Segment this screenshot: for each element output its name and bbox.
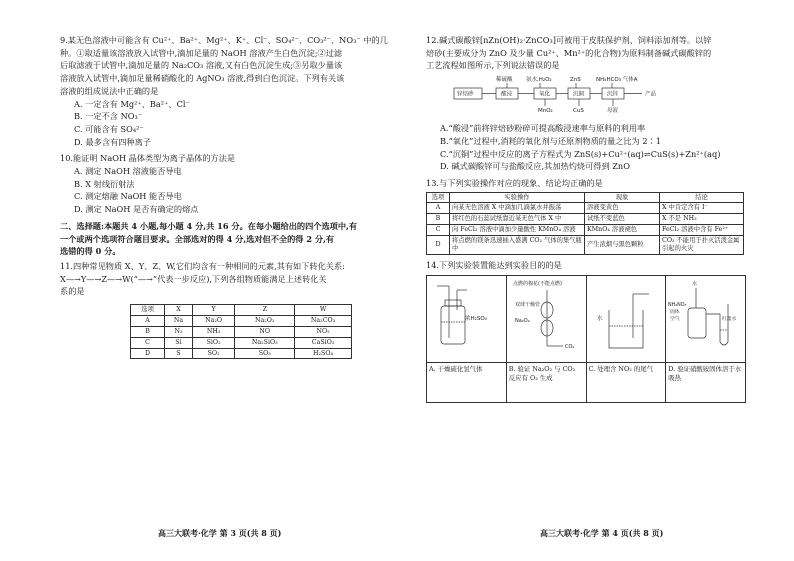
table-row	[131, 326, 352, 337]
flow-step-4: 沉锌	[607, 91, 619, 98]
gas-wash-bottle-diagram	[427, 276, 505, 362]
section-line-2: 一个或两个选项符合题目要求。全部选对的得 4 分,选对但不全的得 2 分,有	[60, 233, 335, 244]
q13-stem: 13.与下列实验操作对应的现象、结论均正确的是	[426, 177, 603, 188]
question-9	[60, 34, 410, 148]
q10-option-a: A. 测定 NaOH 溶液能否导电	[74, 166, 182, 177]
table-header: 实验操作	[450, 192, 585, 203]
table-header: 选项	[131, 305, 165, 316]
table-cell: 将红色的石蕊试纸靠近某无色气体 X 中	[450, 214, 585, 225]
table-row	[131, 337, 352, 348]
q10-option-b: B. X 射线衍射法	[74, 178, 135, 189]
label-water: 水	[596, 316, 603, 323]
table-header: W	[295, 305, 352, 316]
q10-option-d: D. 测定 NaOH 是否有确定的熔点	[74, 204, 199, 215]
q12-option-b: B.“氧化”过程中,消耗的氧化剂与还原剂物质的量之比为 2∶1	[440, 135, 661, 146]
q11-stem-1: 11.四种常见物质 X、Y、Z、W,它们均含有一种相同的元素,其有如下转化关系:	[60, 260, 345, 271]
q10-option-c: C. 测定熔融 NaOH 能否导电	[74, 191, 182, 202]
table-header: X	[165, 305, 193, 316]
option-c-caption: C. 处理含 NO₂ 的尾气	[588, 365, 654, 374]
u-tube-diagram	[666, 276, 744, 362]
apparatus-b	[507, 276, 587, 402]
table-header: 现象	[585, 192, 660, 203]
label-co2: CO₂	[564, 344, 575, 351]
table-header: 选项	[427, 192, 450, 203]
table-cell: Si	[165, 337, 193, 348]
q9-option-c: C. 可能含有 SO₄²⁻	[74, 123, 144, 134]
table-cell: D	[131, 348, 165, 359]
q12-option-d: D. 碱式碳酸锌可与盐酸反应,其加热灼烧可得到 ZnO	[440, 161, 630, 172]
table-cell: 溶液变黄色	[585, 203, 660, 214]
table-cell: D	[427, 236, 450, 255]
table-cell: X 不是 NH₃	[660, 214, 744, 225]
table-cell: 试纸不变蓝色	[585, 214, 660, 225]
q12-stem-1: 12.碱式碳酸锌[nZn(OH)₂·ZnCO₃]可被用于皮肤保护剂、饲料添加剂等。以锌	[426, 35, 712, 45]
beaker-absorption-diagram	[587, 276, 665, 362]
table-row	[427, 203, 744, 214]
table-cell: Na	[165, 315, 193, 326]
label-water-d: 水	[692, 281, 698, 288]
table-cell: N₂	[165, 326, 193, 337]
table-cell: SO₃	[235, 348, 295, 359]
table-header: Y	[192, 305, 235, 316]
q12-option-a: A.“酸浸”前将锌焙砂粉碎可提高酸浸速率与原料的利用率	[440, 123, 646, 134]
table-cell: C	[427, 225, 450, 236]
q11-stem-3: 系的是	[60, 286, 85, 297]
table-cell: H₂SO₄	[295, 348, 352, 359]
question-10	[60, 152, 410, 216]
question-14	[426, 259, 744, 404]
question-13	[426, 177, 744, 255]
flow-reagent-2: 氨水,H₂O₂	[526, 77, 552, 84]
table-cell: NH₃	[192, 326, 235, 337]
q9-stem-5: 溶液的组成说法中正确的是	[60, 85, 159, 96]
flow-out-2: CuS	[573, 108, 584, 115]
table-cell: 将点燃的镁条迅速插入盛满 CO₂ 气体的集气瓶中	[450, 236, 585, 255]
flow-reagent-3: ZnS	[570, 77, 581, 84]
q11-table	[130, 304, 352, 359]
question-12	[426, 34, 744, 173]
section-2-header	[60, 220, 410, 258]
table-row	[131, 348, 352, 359]
table-cell: KMnO₄ 溶液褪色	[585, 225, 660, 236]
flow-step-1: 酸浸	[501, 91, 513, 98]
q12-flow-diagram	[452, 74, 712, 120]
q9-option-b: B. 一定不含 NO₃⁻	[74, 111, 143, 122]
table-cell: SO₂	[192, 348, 235, 359]
table-cell: Na₂O₂	[235, 315, 295, 326]
label-drying-tube: 双球干燥管	[514, 302, 540, 309]
option-a-caption: A. 干燥硫化氢气体	[429, 365, 483, 374]
flow-step-3: 沉铜	[573, 91, 585, 98]
table-cell: B	[131, 326, 165, 337]
left-page-footer: 高三大联考·化学 第 3 页(共 8 页)	[158, 528, 282, 538]
q13-table	[426, 192, 744, 255]
table-cell: Na₂SiO₃	[235, 337, 295, 348]
table-cell: Na₂CO₃	[295, 315, 352, 326]
q11-chain: X—→Y—→Z—→W(“—→”代表一步反应),下列各组物质能满足上述转化关	[60, 273, 327, 284]
table-cell: S	[165, 348, 193, 359]
table-header: Z	[235, 305, 295, 316]
table-cell: NO	[235, 326, 295, 337]
section-line-3: 选错的得 0 分。	[60, 246, 121, 257]
table-cell: A	[131, 315, 165, 326]
flow-step-2: 氧化	[539, 91, 551, 98]
q12-option-c: C.“沉铜”过程中反应的离子方程式为 ZnS(s)+Cu²⁺(aq)⇌CuS(s)+Zn²⁺(aq)	[440, 148, 721, 159]
table-cell: B	[427, 214, 450, 225]
flow-input: 锌焙砂	[457, 91, 474, 98]
table-cell: CaSiO₃	[295, 337, 352, 348]
flow-out-1: MnO₂	[538, 108, 553, 115]
label-air: 空气	[670, 317, 680, 323]
q9-stem-2: 种。①取适量该溶液放入试管中,滴加足量的 NaOH 溶液产生白色沉淀;②过滤	[60, 47, 343, 58]
q10-stem: 10.能证明 NaOH 晶体类型为离子晶体的方法是	[60, 153, 236, 164]
table-row	[131, 315, 352, 326]
table-cell: 向某无色溶液 X 中滴加几滴氯水并振荡	[450, 203, 585, 214]
q9-stem-1: 9.某无色溶液中可能含有 Cu²⁺、Ba²⁺、Mg²⁺、K⁺、Cl⁻、SO₄²⁻、CO₃²⁻、NO₃⁻ 中的几	[60, 35, 388, 45]
table-cell: C	[131, 337, 165, 348]
q9-stem-3: 后取滤液于试管中,滴加足量的 Na₂CO₃ 溶液,又有白色沉淀生成;③另取少量该	[60, 60, 343, 71]
q9-option-d: D. 最多含有四种离子	[74, 136, 151, 147]
label-solid: 固体	[670, 310, 680, 316]
section-line-1: 二、选择题:本题共 4 小题,每小题 4 分,共 16 分。在每小题给出的四个选项中,有	[60, 220, 358, 231]
flow-product: 产品	[645, 91, 657, 98]
table-cell: 向 FeCl₂ 溶液中滴加少量酸性 KMnO₄ 溶液	[450, 225, 585, 236]
q9-stem-4: 溶液放入试管中,滴加足量稀硝酸化的 AgNO₃ 溶液,得到白色沉淀。下列有关该	[60, 73, 345, 84]
table-cell: X 中肯定含有 I⁻	[660, 203, 744, 214]
table-cell: FeCl₂ 溶液中含有 Fe²⁺	[660, 225, 744, 236]
q9-option-a: A. 一定含有 Mg²⁺、Ba²⁺、Cl⁻	[74, 98, 190, 109]
table-row	[427, 225, 744, 236]
table-cell: Na₂O	[192, 315, 235, 326]
question-11	[60, 260, 410, 359]
q14-stem: 14.下列实验装置能达到实验目的的是	[426, 259, 562, 270]
table-cell: 产生浓烟与黑色颗粒	[585, 236, 660, 255]
q12-stem-3: 工艺流程如图所示,下列说法错误的是	[426, 60, 560, 71]
right-page-footer: 高三大联考·化学 第 4 页(共 8 页)	[540, 528, 664, 538]
right-page	[426, 34, 744, 407]
flow-reagent-1: 稀硫酸	[496, 77, 513, 84]
table-row	[427, 236, 744, 255]
option-b-caption: B. 验证 Na₂O₂ 与 CO₂ 反应有 O₂ 生成	[508, 365, 576, 383]
option-d-caption: D. 验证硝酸铵固体溶于水吸热	[668, 365, 742, 383]
table-cell: SiO₂	[192, 337, 235, 348]
label-red-ink: 红墨水	[722, 317, 737, 323]
label-conc-h2so4: 浓H₂SO₄	[465, 316, 487, 323]
table-cell: NO₂	[295, 326, 352, 337]
apparatus-c	[587, 276, 667, 402]
label-na2o2: Na₂O₂	[514, 318, 530, 325]
flow-out-3: 母液	[607, 108, 619, 115]
label-burning-cotton: 点燃的棉花(不能点燃)	[512, 281, 562, 288]
table-row	[427, 214, 744, 225]
table-cell: CO₂ 不能用于扑灭活泼金属引起的火灾	[660, 236, 744, 255]
drying-tube-diagram	[507, 276, 585, 362]
label-nh4no3: NH₄NO₃	[668, 303, 687, 309]
flow-reagent-4: NH₄HCO₃ 气体A	[596, 77, 638, 84]
apparatus-a	[427, 276, 507, 402]
q12-stem-2: 焙砂(主要成分为 ZnO 及少量 Cu²⁺、Mn²⁺的化合物)为原料制备碱式碳酸锌的	[426, 47, 712, 58]
left-page	[60, 34, 410, 363]
table-header: 结论	[660, 192, 744, 203]
table-cell: A	[427, 203, 450, 214]
apparatus-d	[666, 276, 745, 402]
q14-apparatus-table	[426, 275, 746, 403]
